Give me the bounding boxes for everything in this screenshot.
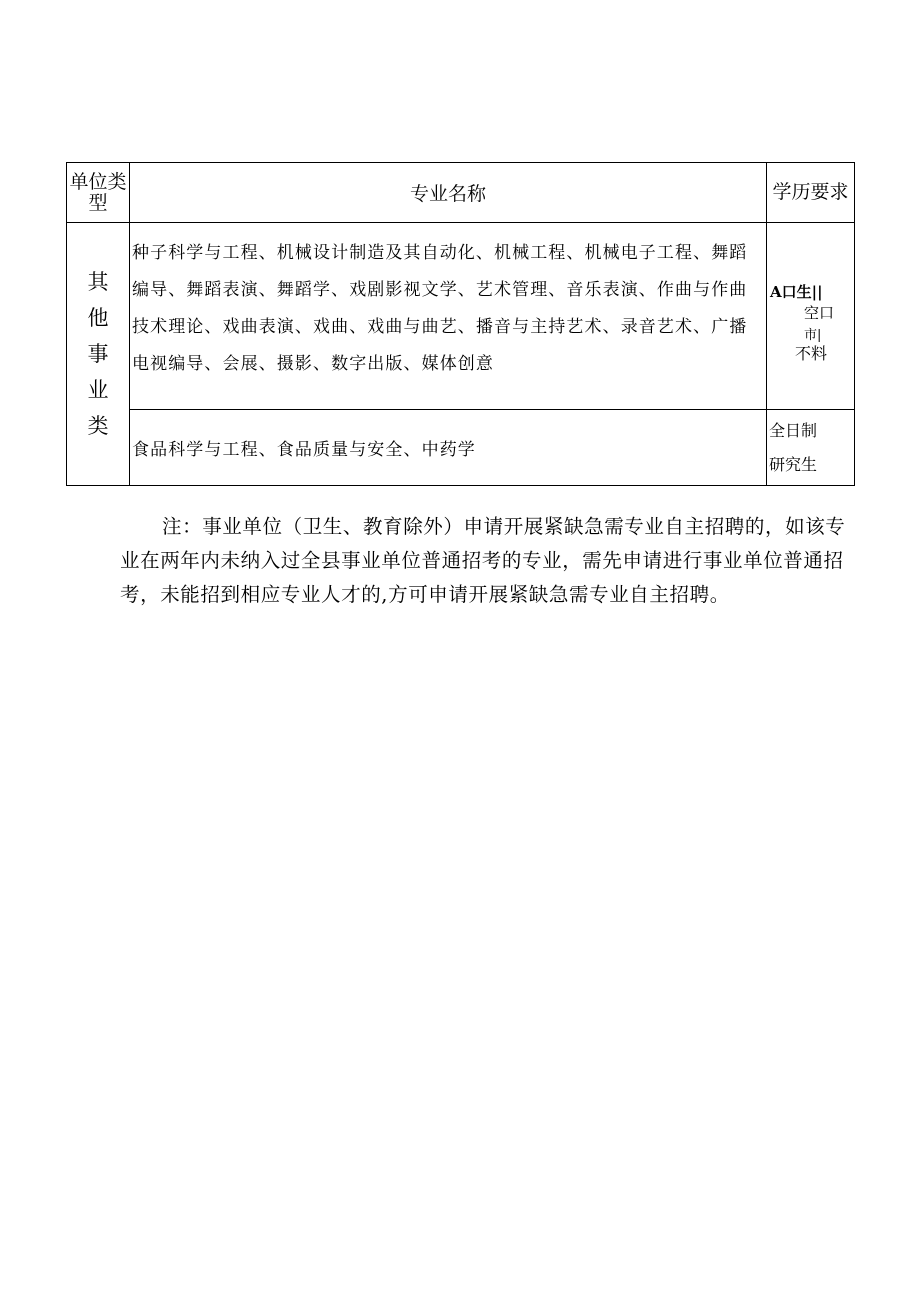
unit-type-char: 事 [87,342,109,366]
education-cell [767,410,855,486]
unit-type-char: 类 [87,414,109,438]
unit-type-char: 业 [87,378,109,402]
education-line: 研究生 [769,454,818,474]
table-row [67,410,855,486]
majors-cell [130,410,767,486]
education-line: A口生|| [770,283,823,301]
header-unit-type: 单位类型 [67,163,130,223]
major-requirements-table [66,162,855,486]
education-line: 不料 [795,344,828,363]
note-paragraph: 注：事业单位（卫生、教育除外）申请开展紧缺急需专业自主招聘的，如该专业在两年内未纳入过全县事业单位普通招考的专业，需先申请进行事业单位普通招考，未能招到相应专业人才的,方可申请开展紧缺急需专业自主招聘。 [120,515,846,606]
education-line: 空口 [804,304,835,322]
unit-type-char: 其 [87,270,109,294]
table-header-row [67,163,855,223]
majors-text: 种子科学与工程、机械设计制造及其自动化、机械工程、机械电子工程、舞蹈编导、舞蹈表演、舞蹈学、戏剧影视文学、艺术管理、音乐表演、作曲与作曲技术理论、戏曲表演、戏曲、戏曲与曲艺、播音与主持艺术、录音艺术、广播电视编导、会展、摄影、数字出版、媒体创意 [132,243,748,374]
majors-text: 食品科学与工程、食品质量与安全、中药学 [132,440,476,460]
education-line: 全日制 [769,420,818,440]
unit-type-cell [67,223,130,486]
header-education: 学历要求 [767,163,855,223]
unit-type-char: 他 [87,306,109,330]
education-line: 市| [804,328,822,343]
header-major-name: 专业名称 [130,163,767,223]
education-cell [767,223,855,410]
majors-cell [130,223,767,410]
table-row [67,223,855,410]
